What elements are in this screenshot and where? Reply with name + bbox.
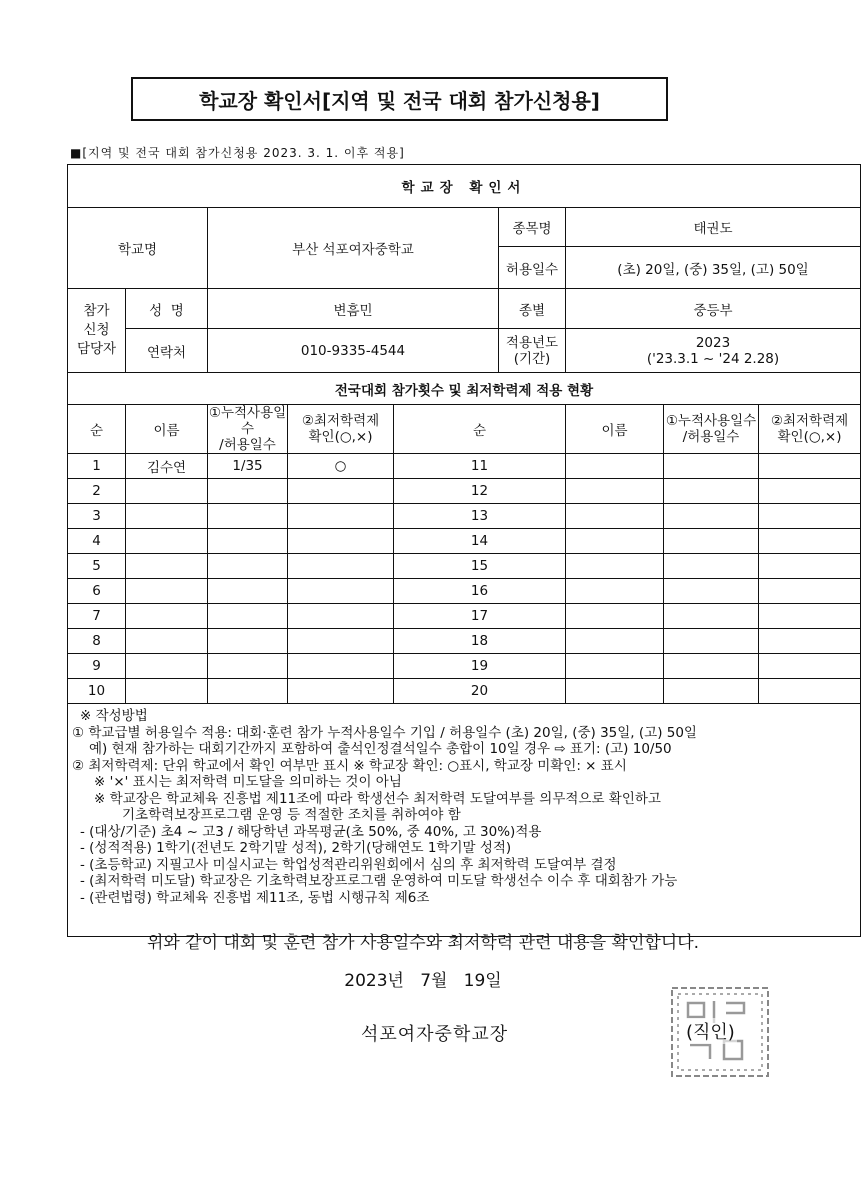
header-line: ②최저학력제 <box>301 413 380 429</box>
row-no: 15 <box>394 554 566 579</box>
col-name-header: 이름 <box>126 405 208 454</box>
row-days <box>208 554 288 579</box>
manager-label-line: 신청 <box>83 322 110 338</box>
status-title: 전국대회 참가횟수 및 최저학력제 적용 현황 <box>68 373 861 405</box>
row-check <box>759 554 861 579</box>
table-row <box>68 679 861 704</box>
col-days-header <box>208 405 288 454</box>
manager-label-line: 담당자 <box>76 341 117 357</box>
col-check-header-right <box>759 405 861 454</box>
row-no: 13 <box>394 504 566 529</box>
row-name <box>126 679 208 704</box>
row-check <box>288 654 394 679</box>
col-days-header-right <box>664 405 759 454</box>
table-row <box>68 504 861 529</box>
header-line: /허용일수 <box>219 437 276 453</box>
row-check <box>288 604 394 629</box>
category-label: 종별 <box>499 289 566 329</box>
note-line: 기초학력보장프로그램 운영 등 적절한 조치를 취하여야 함 <box>122 807 461 823</box>
row-no: 8 <box>68 629 126 654</box>
header-line: ①누적사용일수 <box>208 405 287 437</box>
row-days: 1/35 <box>208 454 288 479</box>
school-name: 부산 석포여자중학교 <box>208 208 499 289</box>
row-name <box>126 579 208 604</box>
row-days <box>664 504 759 529</box>
row-name <box>126 629 208 654</box>
form-title: 학교장 확인서 <box>68 165 861 208</box>
document-subtitle: ■[지역 및 전국 대회 참가신청용 2023. 3. 1. 이후 적용] <box>70 146 405 160</box>
note-line: - (대상/기준) 초4 ~ 고3 / 해당학년 과목평균(초 50%, 중 40%, 고 30%)적용 <box>80 823 542 840</box>
row-days <box>664 654 759 679</box>
row-days <box>664 579 759 604</box>
row-check <box>288 504 394 529</box>
table-row <box>68 479 861 504</box>
row-name <box>566 679 664 704</box>
col-check-header <box>288 405 394 454</box>
row-days <box>664 454 759 479</box>
row-days <box>664 554 759 579</box>
table-row <box>68 579 861 604</box>
header-line: 확인(○,×) <box>308 429 373 445</box>
manager-label <box>68 289 126 373</box>
table-row <box>68 554 861 579</box>
row-name <box>126 554 208 579</box>
row-days <box>664 604 759 629</box>
row-no: 20 <box>394 679 566 704</box>
year-label-line: (기간) <box>513 350 551 367</box>
row-no: 3 <box>68 504 126 529</box>
table-row <box>68 654 861 679</box>
row-name <box>566 604 664 629</box>
row-days <box>664 529 759 554</box>
row-name <box>126 604 208 629</box>
signer-name: 석포여자중학교장 <box>361 1024 509 1045</box>
note-line: 예) 현재 참가하는 대회기간까지 포함하여 출석인정결석일수 총합이 10일 경우 ⇨ 표기: (고) 10/50 <box>89 741 672 757</box>
name-value: 변흠민 <box>208 289 499 329</box>
row-check <box>759 529 861 554</box>
row-name <box>126 504 208 529</box>
date: 2023년 7월 19일 <box>344 971 502 991</box>
year-value-line: 2023 <box>695 334 731 351</box>
row-name <box>566 554 664 579</box>
row-name <box>566 529 664 554</box>
row-no: 11 <box>394 454 566 479</box>
row-no: 16 <box>394 579 566 604</box>
row-check <box>288 529 394 554</box>
row-no: 6 <box>68 579 126 604</box>
row-check <box>759 454 861 479</box>
row-no: 19 <box>394 654 566 679</box>
year-value <box>566 329 861 373</box>
col-no-header: 순 <box>68 405 126 454</box>
event-value: 태권도 <box>566 208 861 247</box>
col-no-header-right: 순 <box>394 405 566 454</box>
school-label: 학교명 <box>68 208 208 289</box>
row-no: 7 <box>68 604 126 629</box>
row-check <box>759 654 861 679</box>
manager-label-line: 참가 <box>83 303 110 319</box>
row-no: 12 <box>394 479 566 504</box>
year-label-line: 적용년도 <box>505 334 559 351</box>
row-days <box>664 479 759 504</box>
row-check <box>759 604 861 629</box>
note-line: ※ 학교장은 학교체육 진흥법 제11조에 따라 학생선수 최저학력 도달여부를 의무적으로 확인하고 <box>94 790 661 807</box>
note-line: - (관련법령) 학교체육 진흥법 제11조, 동법 시행규칙 제6조 <box>80 889 430 906</box>
row-no: 10 <box>68 679 126 704</box>
row-check <box>288 554 394 579</box>
header-line: ①누적사용일수 <box>665 413 757 429</box>
table-row <box>68 529 861 554</box>
note-line: - (성적적용) 1학기(전년도 2학기말 성적), 2학기(당해연도 1학기말 성적) <box>80 840 512 856</box>
table-row <box>68 629 861 654</box>
row-name <box>126 654 208 679</box>
table-row <box>68 604 861 629</box>
row-check: ○ <box>288 454 394 479</box>
row-no: 4 <box>68 529 126 554</box>
row-check <box>759 579 861 604</box>
event-label: 종목명 <box>499 208 566 247</box>
row-name: 김수연 <box>126 454 208 479</box>
name-label: 성 명 <box>126 289 208 329</box>
row-check <box>759 504 861 529</box>
contact-label: 연락처 <box>126 329 208 373</box>
row-check <box>288 479 394 504</box>
row-days <box>208 654 288 679</box>
note-line: - (최저학력 미도달) 학교장은 기초학력보장프로그램 운영하여 미도달 학생선수 이수 후 대회참가 가능 <box>80 873 678 889</box>
row-no: 9 <box>68 654 126 679</box>
row-name <box>566 454 664 479</box>
allowed-days-value: (초) 20일, (중) 35일, (고) 50일 <box>566 247 861 289</box>
row-name <box>566 579 664 604</box>
note-line: ② 최저학력제: 단위 학교에서 확인 여부만 표시 ※ 학교장 확인: ○표시, 학교장 미확인: × 표시 <box>72 757 627 774</box>
row-no: 2 <box>68 479 126 504</box>
row-no: 17 <box>394 604 566 629</box>
confirmation-statement: 위와 같이 대회 및 훈련 참가 사용일수와 최저학력 관련 내용을 확인합니다. <box>146 933 700 953</box>
row-name <box>566 504 664 529</box>
row-check <box>759 679 861 704</box>
row-days <box>664 629 759 654</box>
row-no: 18 <box>394 629 566 654</box>
note-line: - (초등학교) 지필고사 미실시교는 학업성적관리위원회에서 심의 후 최저학력 도달여부 결정 <box>80 856 617 873</box>
row-check <box>759 479 861 504</box>
row-check <box>288 579 394 604</box>
row-no: 5 <box>68 554 126 579</box>
year-label <box>499 329 566 373</box>
header-line: 확인(○,×) <box>777 429 842 445</box>
allowed-days-label: 허용일수 <box>499 247 566 289</box>
row-days <box>208 679 288 704</box>
row-check <box>759 629 861 654</box>
seal-label: (직인) <box>684 1018 737 1044</box>
confirmation-form <box>67 164 861 937</box>
row-no: 14 <box>394 529 566 554</box>
writing-instructions <box>68 704 861 937</box>
year-value-line: ('23.3.1 ~ '24 2.28) <box>646 350 780 367</box>
row-name <box>566 479 664 504</box>
row-check <box>288 629 394 654</box>
row-name <box>126 529 208 554</box>
row-days <box>208 579 288 604</box>
note-line: ① 학교급별 허용일수 적용: 대회·훈련 참가 누적사용일수 기입 / 허용일수 (초) 20일, (중) 35일, (고) 50일 <box>72 724 697 741</box>
col-name-header-right: 이름 <box>566 405 664 454</box>
row-days <box>208 479 288 504</box>
table-row <box>68 454 861 479</box>
row-check <box>288 679 394 704</box>
row-name <box>566 654 664 679</box>
row-no: 1 <box>68 454 126 479</box>
row-days <box>208 504 288 529</box>
note-line: ※ '×' 표시는 최저학력 미도달을 의미하는 것이 아님 <box>94 774 402 790</box>
category-value: 중등부 <box>566 289 861 329</box>
row-days <box>208 629 288 654</box>
row-name <box>126 479 208 504</box>
row-name <box>566 629 664 654</box>
row-days <box>664 679 759 704</box>
document-title: 학교장 확인서[지역 및 전국 대회 참가신청용] <box>131 77 668 121</box>
row-days <box>208 604 288 629</box>
note-line: ※ 작성방법 <box>80 708 148 724</box>
header-line: /허용일수 <box>682 429 740 445</box>
contact-value: 010-9335-4544 <box>208 329 499 373</box>
row-days <box>208 529 288 554</box>
header-line: ②최저학력제 <box>770 413 849 429</box>
